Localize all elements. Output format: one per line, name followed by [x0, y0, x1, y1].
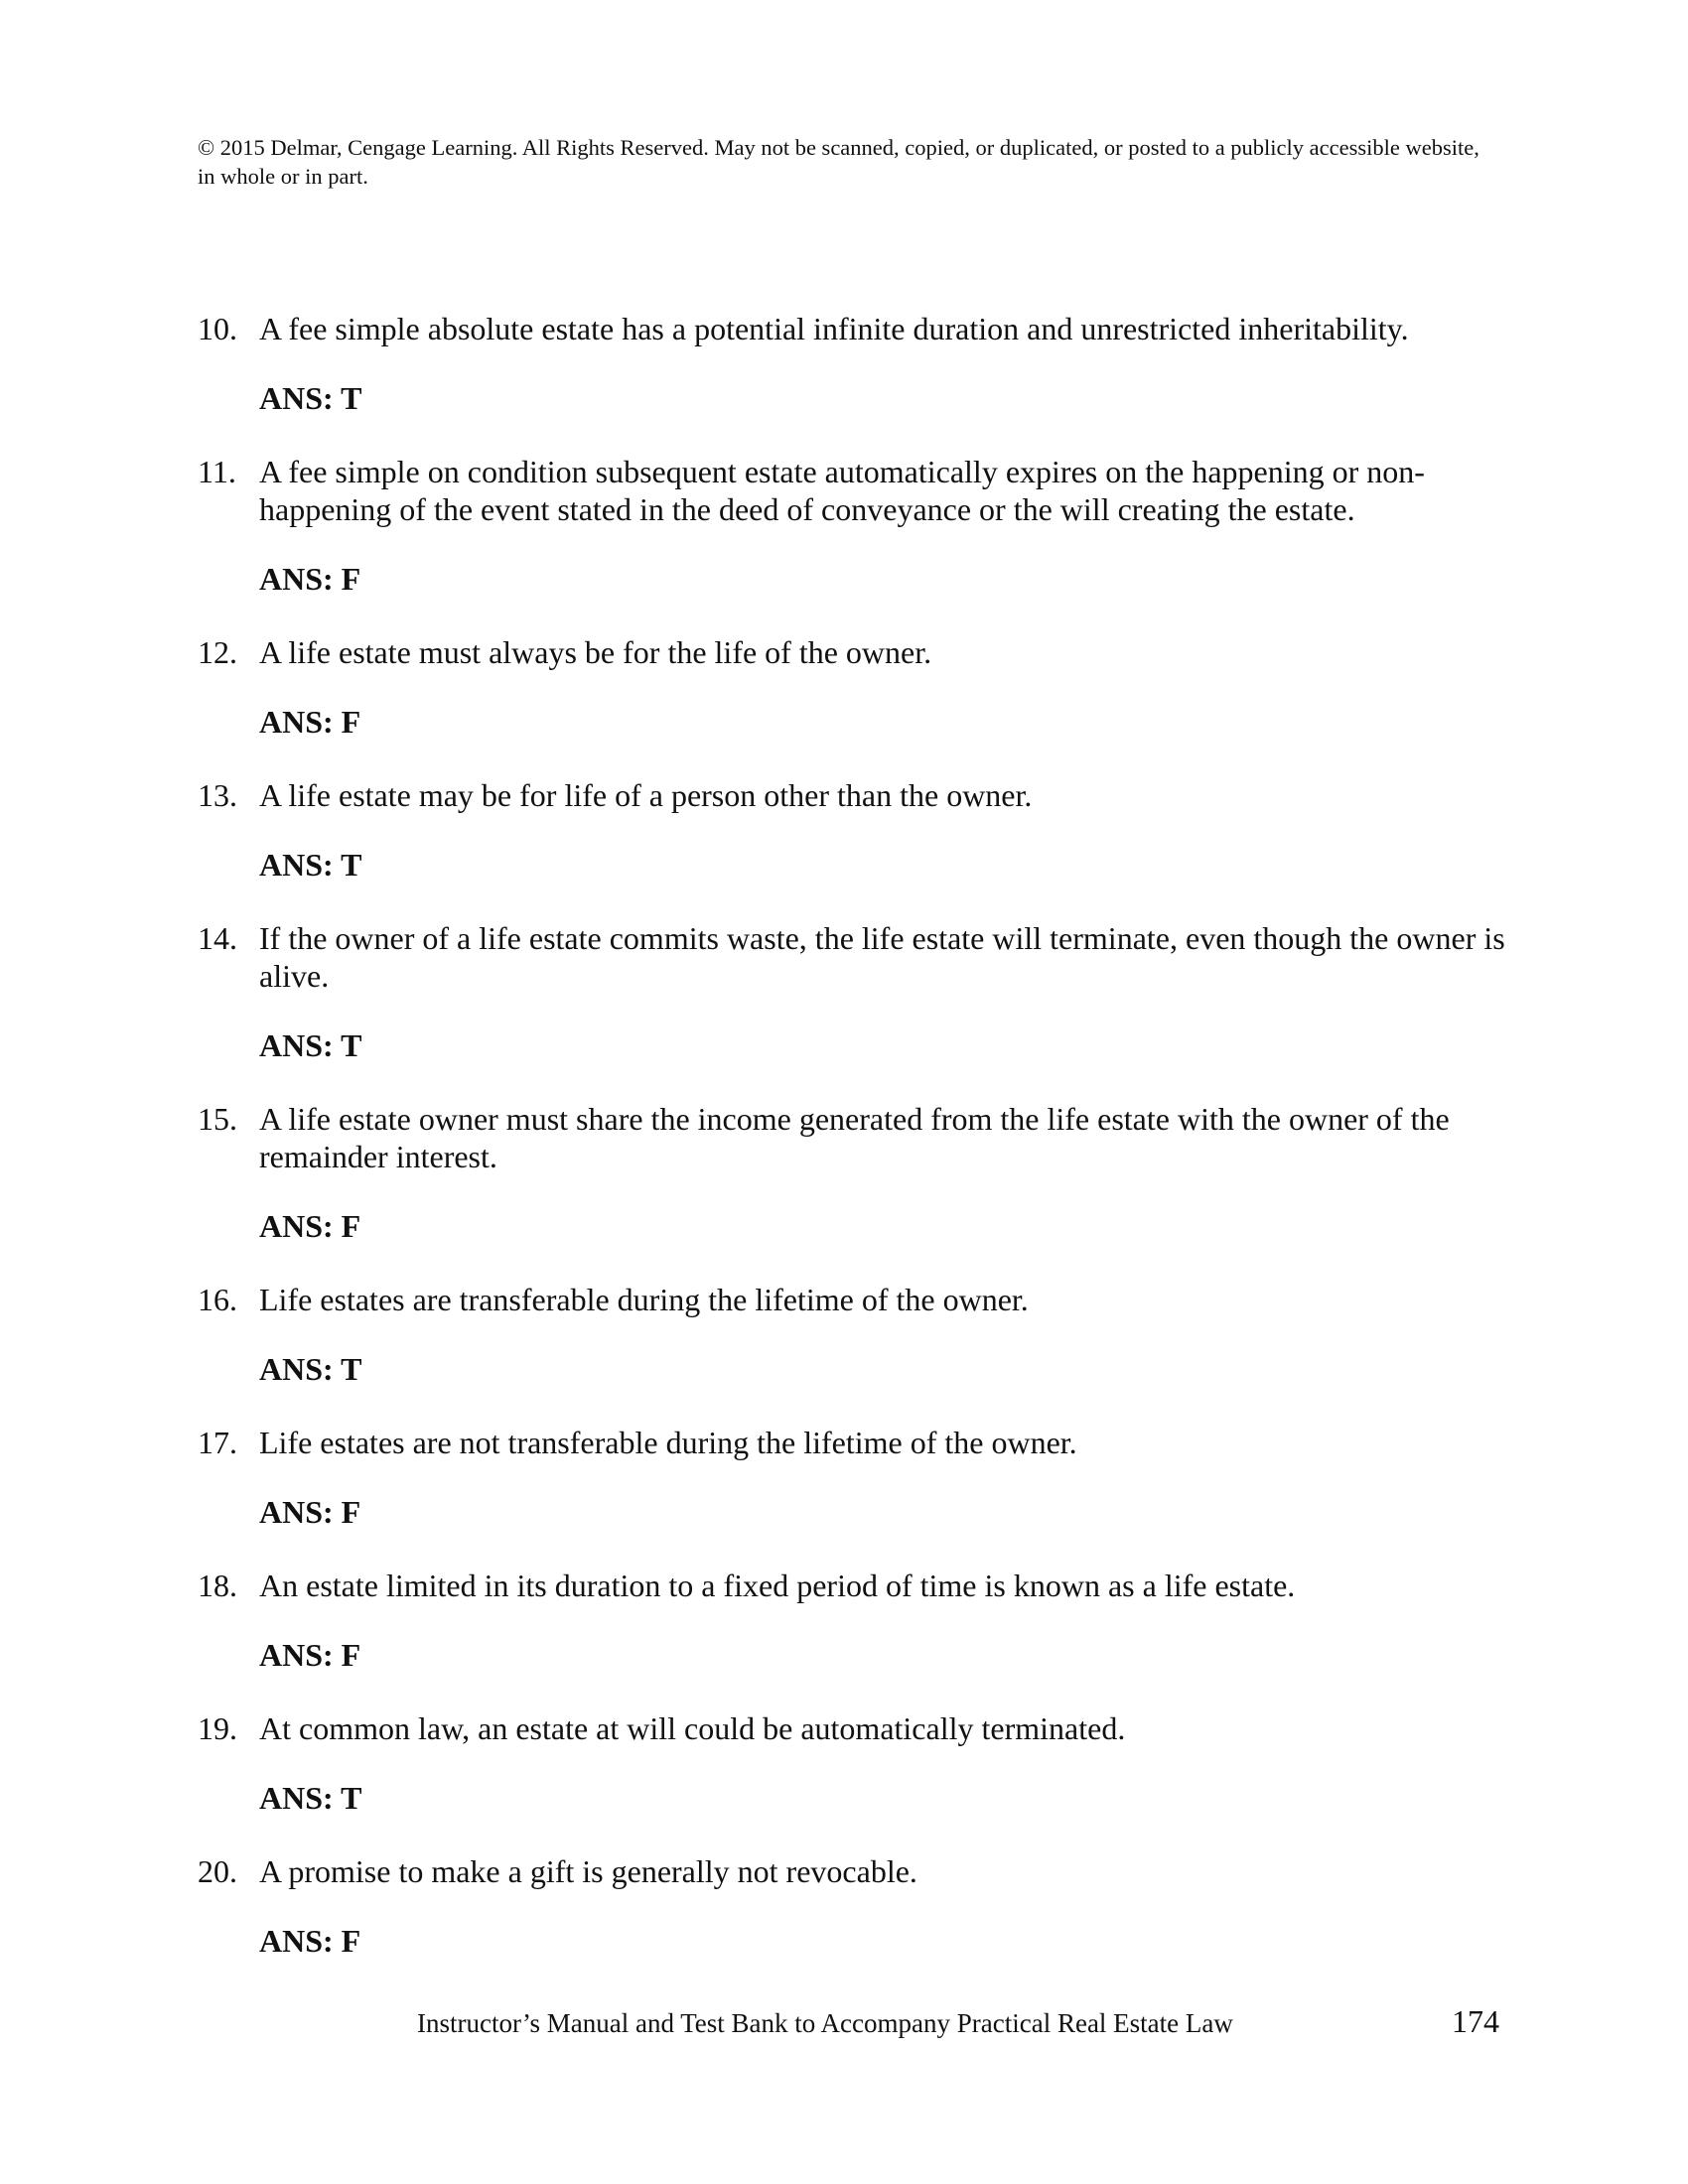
question-number: 14.: [198, 920, 237, 956]
question-item: [198, 1281, 1518, 1388]
question-item: [198, 310, 1518, 417]
footer-book-title: Instructor’s Manual and Test Bank to Accompany Practical Real Estate Law: [417, 2008, 1233, 2038]
answer-key: ANS: F: [259, 561, 361, 597]
question-item: [198, 1100, 1518, 1245]
question-text: At common law, an estate at will could be automatically terminated.: [259, 1710, 1126, 1746]
answer-key: ANS: T: [259, 1780, 362, 1816]
question-text: A promise to make a gift is generally not revocable.: [259, 1853, 917, 1889]
question-text: A fee simple absolute estate has a potential infinite duration and unrestricted inheritability.: [259, 311, 1409, 346]
question-item: [198, 633, 1518, 741]
question-text: A fee simple on condition subsequent estate automatically expires on the happening or non-happening of the event stated in the deed of conveyance or the will creating the estate.: [259, 454, 1425, 527]
question-number: 17.: [198, 1425, 237, 1460]
answer-key: ANS: F: [259, 704, 361, 740]
question-number: 12.: [198, 634, 237, 670]
answer-key: ANS: F: [259, 1923, 361, 1959]
question-item: [198, 1852, 1518, 1960]
question-number: 13.: [198, 777, 237, 813]
answer-key: ANS: F: [259, 1494, 361, 1530]
question-number: 10.: [198, 311, 237, 346]
answer-key: ANS: T: [259, 1027, 362, 1063]
answer-key: ANS: T: [259, 380, 362, 416]
question-list: [198, 310, 1518, 1995]
question-number: 19.: [198, 1710, 237, 1746]
question-item: [198, 453, 1518, 598]
question-item: [198, 919, 1518, 1064]
question-number: 18.: [198, 1568, 237, 1603]
question-item: [198, 1567, 1518, 1674]
answer-key: ANS: T: [259, 1351, 362, 1387]
question-item: [198, 1424, 1518, 1531]
question-text: Life estates are not transferable during the lifetime of the owner.: [259, 1425, 1077, 1460]
question-text: A life estate owner must share the income generated from the life estate with the owner of the remainder interest.: [259, 1101, 1450, 1174]
question-number: 16.: [198, 1282, 237, 1317]
question-text: A life estate may be for life of a person other than the owner.: [259, 777, 1033, 813]
question-number: 11.: [198, 454, 236, 489]
answer-key: ANS: T: [259, 847, 362, 883]
copyright-notice: © 2015 Delmar, Cengage Learning. All Rights Reserved. May not be scanned, copied, or duplicated, or posted to a publicly accessible website, in whole or in part.: [198, 135, 1479, 189]
question-text: Life estates are transferable during the lifetime of the owner.: [259, 1282, 1029, 1317]
answer-key: ANS: F: [259, 1637, 361, 1673]
question-number: 20.: [198, 1853, 237, 1889]
question-text: A life estate must always be for the life of the owner.: [259, 634, 932, 670]
question-text: If the owner of a life estate commits waste, the life estate will terminate, even though the owner is alive.: [259, 920, 1505, 994]
answer-key: ANS: F: [259, 1208, 361, 1244]
question-item: [198, 1709, 1518, 1817]
question-number: 15.: [198, 1101, 237, 1137]
question-text: An estate limited in its duration to a fixed period of time is known as a life estate.: [259, 1568, 1296, 1603]
page-number: 174: [1452, 2003, 1499, 2039]
question-item: [198, 776, 1518, 884]
